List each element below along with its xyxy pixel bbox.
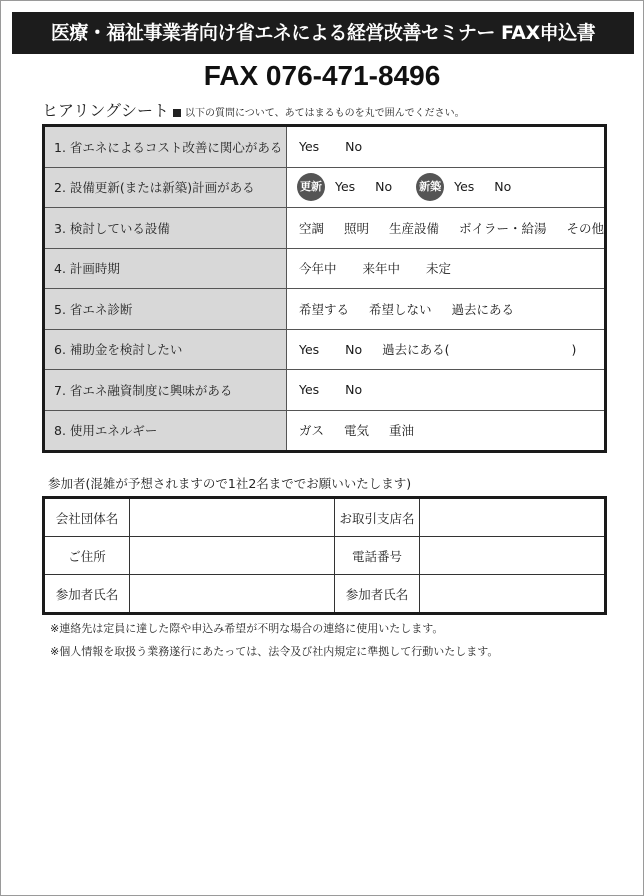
question-row: [44, 370, 606, 411]
option-want[interactable]: 希望する: [298, 301, 349, 317]
question-label: 3. 検討している設備: [44, 208, 287, 249]
option-renewal-yes[interactable]: Yes: [334, 178, 356, 194]
option-next-year[interactable]: 来年中: [362, 261, 400, 277]
answer-options: [286, 248, 605, 289]
option-this-year[interactable]: 今年中: [298, 261, 337, 277]
option-no[interactable]: No: [345, 382, 363, 398]
question-label: 2. 設備更新(または新築)計画がある: [44, 167, 287, 208]
phone-field[interactable]: [420, 537, 606, 575]
badge-new-build: 新築: [416, 173, 444, 201]
participants-heading: 参加者(混雑が予想されますので1社2名まででお願いいたします): [48, 476, 412, 491]
option-not-want[interactable]: 希望しない: [368, 301, 432, 317]
answer-options: [286, 370, 605, 411]
hearing-note-text: 以下の質問について、あてはまるものを丸で囲んでください。: [185, 108, 465, 119]
option-new-build-yes[interactable]: Yes: [454, 178, 475, 194]
field-label-branch: お取引支店名: [335, 498, 420, 537]
square-bullet-icon: [173, 109, 181, 117]
answer-options: [286, 167, 605, 208]
participant-1-field[interactable]: [130, 575, 335, 614]
answer-options: [286, 289, 605, 330]
participant-row: [44, 537, 606, 575]
option-yes[interactable]: Yes: [298, 342, 320, 358]
option-other[interactable]: その他: [566, 220, 604, 236]
field-label-phone: 電話番号: [335, 537, 420, 575]
question-row: [44, 167, 606, 208]
answer-options: [286, 126, 605, 168]
option-past-close: ): [571, 342, 577, 358]
badge-renewal: 更新: [297, 173, 325, 201]
address-field[interactable]: [130, 537, 335, 575]
fax-number: FAX 076-471-8496: [203, 60, 441, 91]
option-no[interactable]: No: [345, 342, 363, 358]
participant-2-field[interactable]: [420, 575, 606, 614]
answer-options: [286, 208, 605, 249]
question-label: 6. 補助金を検討したい: [44, 329, 287, 370]
question-row: [44, 410, 606, 452]
question-label: 1. 省エネによるコスト改善に関心がある: [44, 126, 287, 168]
option-done-before[interactable]: 過去にある: [451, 301, 514, 317]
question-label: 7. 省エネ融資制度に興味がある: [44, 370, 287, 411]
hearing-sheet-note: [173, 104, 465, 119]
hearing-table: [42, 124, 607, 453]
option-lighting[interactable]: 照明: [343, 220, 369, 236]
option-yes[interactable]: Yes: [298, 382, 320, 398]
option-air-conditioning[interactable]: 空調: [298, 220, 324, 236]
answer-options: [286, 410, 605, 452]
answer-options: [286, 329, 605, 370]
field-label-address: ご住所: [44, 537, 130, 575]
notice-privacy: ※個人情報を取扱う業務遂行にあたっては、法令及び社内規定に準拠して行動いたします。: [50, 645, 499, 658]
option-heavy-oil[interactable]: 重油: [388, 423, 414, 439]
branch-field[interactable]: [420, 498, 606, 537]
question-label: 8. 使用エネルギー: [44, 410, 287, 452]
option-past[interactable]: 過去にある(: [382, 342, 450, 358]
field-label-participant-1: 参加者氏名: [44, 575, 130, 614]
participant-row: [44, 575, 606, 614]
option-undecided[interactable]: 未定: [425, 261, 451, 277]
question-row: [44, 208, 606, 249]
option-yes[interactable]: Yes: [298, 139, 320, 155]
field-label-participant-2: 参加者氏名: [335, 575, 420, 614]
option-boiler[interactable]: ボイラー・給湯: [458, 220, 547, 236]
question-label: 5. 省エネ診断: [44, 289, 287, 330]
question-label: 4. 計画時期: [44, 248, 287, 289]
option-renewal-no[interactable]: No: [375, 178, 393, 194]
option-gas[interactable]: ガス: [298, 423, 324, 439]
question-row: [44, 248, 606, 289]
question-row: [44, 126, 606, 168]
option-no[interactable]: No: [345, 139, 363, 155]
participants-table: [42, 496, 607, 615]
question-row: [44, 289, 606, 330]
notice-contact: ※連絡先は定員に達した際や申込み希望が不明な場合の連絡に使用いたします。: [50, 622, 444, 635]
question-row: [44, 329, 606, 370]
form-title: 医療・福祉事業者向け省エネによる経営改善セミナー FAX申込書: [12, 12, 634, 54]
option-new-build-no[interactable]: No: [494, 178, 512, 194]
participant-row: [44, 498, 606, 537]
field-label-company: 会社団体名: [44, 498, 130, 537]
hearing-sheet-title: ヒアリングシート: [42, 101, 170, 120]
company-field[interactable]: [130, 498, 335, 537]
option-electricity[interactable]: 電気: [343, 423, 369, 439]
option-production-equipment[interactable]: 生産設備: [388, 220, 439, 236]
